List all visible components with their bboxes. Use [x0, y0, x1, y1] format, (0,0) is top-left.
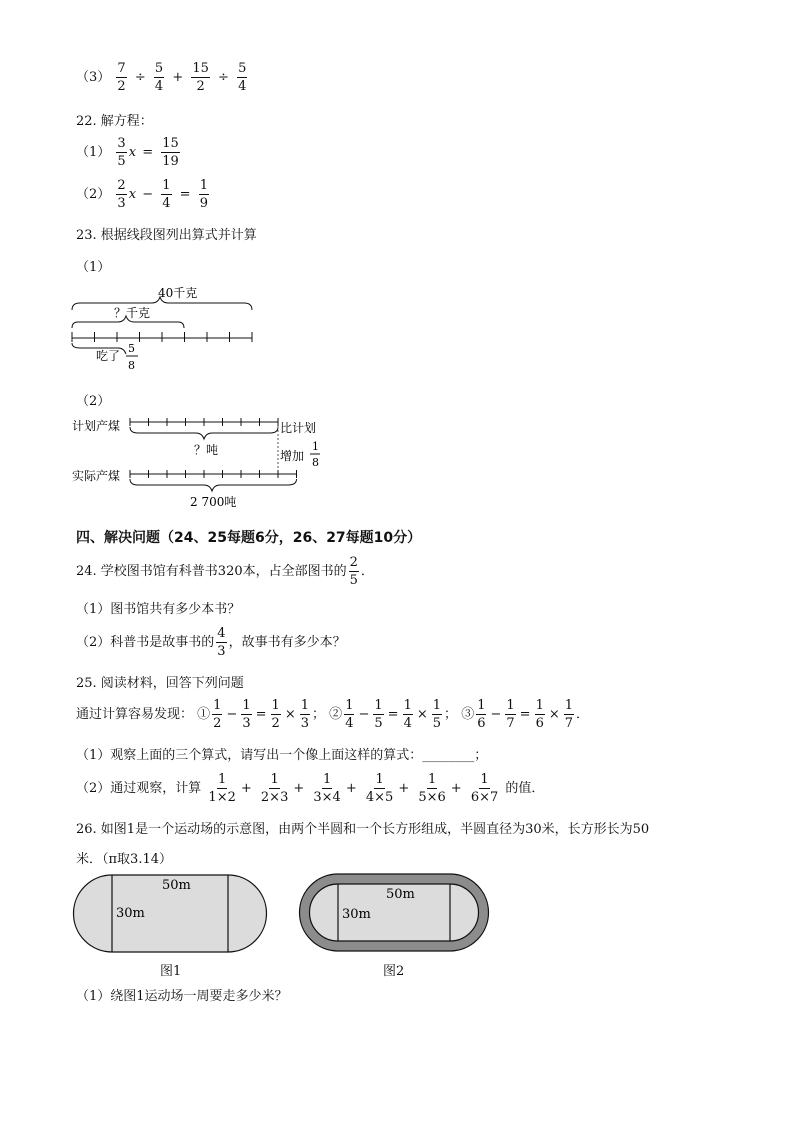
line-segment-diagram-2 — [70, 412, 340, 512]
amount-label: 2 700吨 — [190, 495, 237, 509]
svg-text:5: 5 — [128, 342, 135, 355]
increase-label: 增加 — [280, 449, 305, 463]
unknown-label: ？吨 — [194, 443, 219, 457]
width-label: 30m — [116, 906, 145, 921]
plan-label: 计划产煤 — [72, 419, 121, 433]
fraction: $\frac{5}{4}$ — [238, 61, 247, 94]
svg-text:1: 1 — [312, 440, 319, 453]
expression-21-3: （3） $\frac{7}{2}$ ÷ $\frac{5}{4}$ + $\frac{15}{2}$ ÷ $\frac{5}{4}$ — [76, 61, 247, 94]
width-label: 30m — [342, 907, 371, 922]
equation-22-1: （1） $\frac{3}{5}$ x = $\frac{15}{19}$ — [76, 136, 179, 169]
question-25-2: （2）通过观察，计算 $\frac{1}{1\times 2}$ + $\frac{1}{2\times 3}$ + $\frac{1}{3\times 4}$ + $\frac{1}{4\times 5}$ + $\frac{1}{5\times 6}$ + $\frac{1}{6\times 7}$ 的值． — [76, 772, 545, 805]
question-25-title: 25. 阅读材料，回答下列问题 — [76, 676, 244, 691]
section-heading: 四、解决问题（24、25每题6分，26、27每题10分） — [76, 530, 422, 546]
fraction: $\frac{5}{4}$ — [154, 61, 164, 94]
svg-text:8: 8 — [312, 456, 319, 469]
question-26-line1: 26. 如图1是一个运动场的示意图，由两个半圆和一个长方形组成，半圆直径为30米，长方形长为50 — [76, 822, 650, 837]
figure-1-caption: 图1 — [160, 964, 182, 979]
fraction: $\frac{15}{2}$ — [192, 61, 209, 94]
question-24-1: （1）图书馆共有多少本书？ — [76, 602, 241, 617]
figure-2 — [294, 870, 494, 956]
line-segment-diagram-1 — [66, 282, 266, 377]
figure-2-caption: 图2 — [383, 964, 405, 979]
fraction: $\frac{7}{2}$ — [117, 61, 126, 94]
equation-22-2: （2） $\frac{2}{3}$ x − $\frac{1}{4}$ = $\frac{1}{9}$ — [76, 178, 208, 211]
question-23-title: 23. 根据线段图列出算式并计算 — [76, 228, 257, 243]
question-25-1: （1）观察上面的三个算式，请写出一个像上面这样的算式：________； — [76, 748, 488, 763]
question-22-title: 22. 解方程： — [76, 114, 153, 129]
question-24: 24. 学校图书馆有科普书320本，占全部图书的 $\frac{2}{5}$ ． — [76, 555, 374, 588]
ate-label: 吃了 — [96, 349, 121, 363]
question-26-1: （1）绕图1运动场一周要走多少米？ — [76, 989, 288, 1004]
question-26-line2: 米．（π取3.14） — [76, 852, 172, 867]
question-25-material: 通过计算容易发现： ① $\frac{1}{2}$ − $\frac{1}{3}$ = $\frac{1}{2}$ × $\frac{1}{3}$ ； ② $\frac{1}{4}$ − $\frac{1}{5}$ = $\frac{1}{4}$ × $\frac{1}{5}$ ； ③ $\frac{1}{6}$ − $\frac{1}{7}$ = $\frac{1}{6}$ × $\frac{1}{7}$ ． — [76, 698, 590, 731]
svg-text:8: 8 — [128, 359, 135, 372]
part-label: （2） — [76, 394, 111, 409]
part-label: （1） — [76, 260, 111, 275]
total-label: 40千克 — [158, 286, 198, 300]
length-label: 50m — [162, 878, 191, 893]
compare-label: 比计划 — [280, 421, 317, 435]
question-24-2: （2）科普书是故事书的 $\frac{4}{3}$ ，故事书有多少本？ — [76, 626, 346, 659]
figure-1 — [72, 872, 272, 958]
part-label: ？千克 — [114, 306, 151, 320]
length-label: 50m — [386, 887, 415, 902]
segment-ticks — [72, 332, 252, 342]
actual-label: 实际产煤 — [72, 469, 121, 483]
